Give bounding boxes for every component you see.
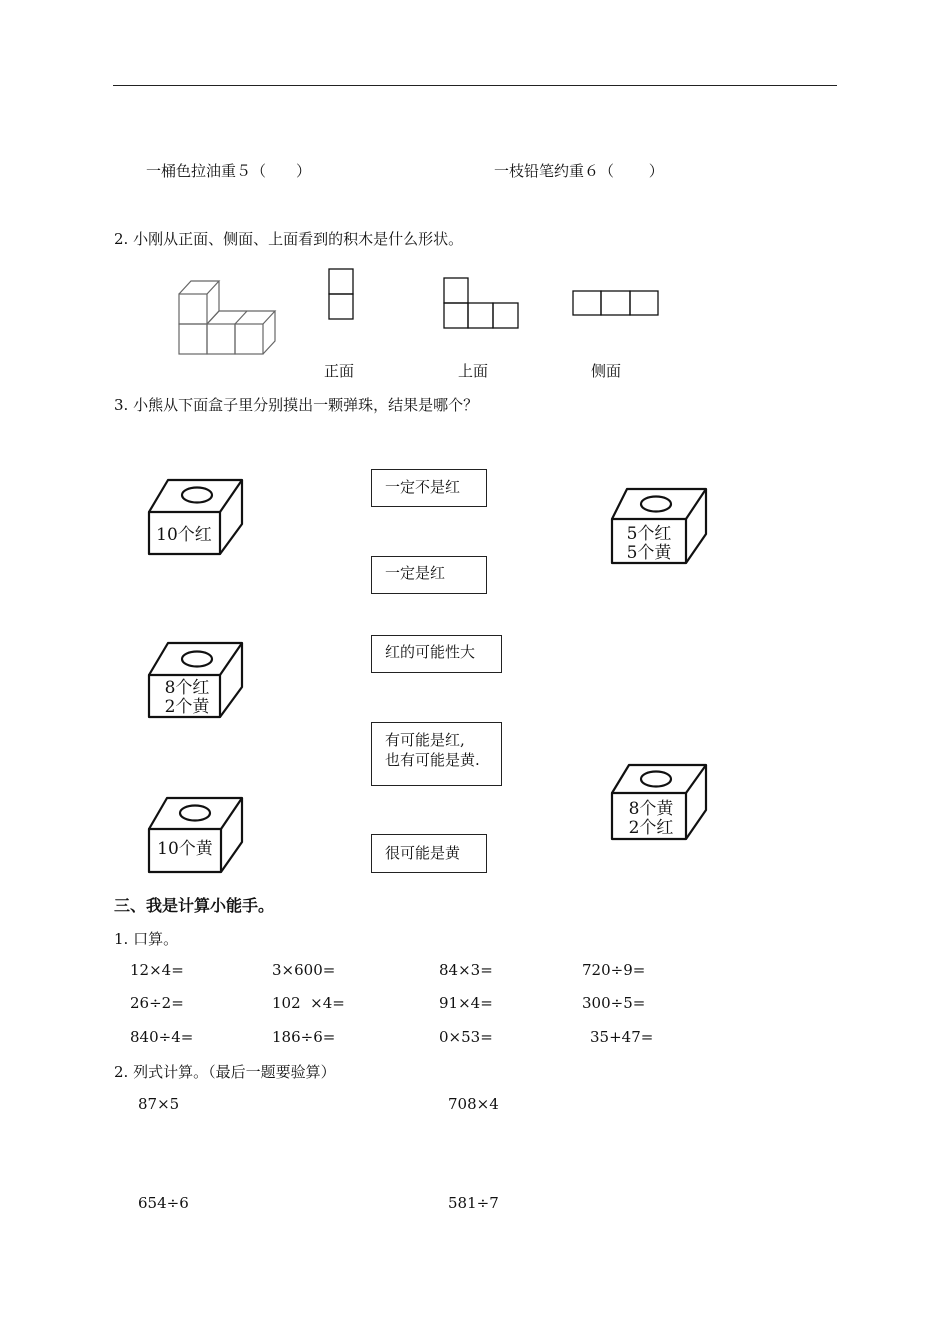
mental-math-r2c2: 102 ×4=: [272, 994, 345, 1012]
mental-math-r3c1: 840÷4=: [130, 1028, 194, 1046]
mental-math-r1c4: 720÷9=: [582, 961, 646, 979]
mental-math-r3c4: 35+47=: [590, 1028, 654, 1046]
answer-option-3-line1: 红的可能性大: [385, 643, 476, 661]
written-calc-2: 708×4: [448, 1095, 499, 1113]
marble-box-2: [147, 641, 245, 719]
mental-math-r2c1: 26÷2=: [130, 994, 184, 1012]
mental-math-r2c3: 91×4=: [439, 994, 493, 1012]
marble-box-2-line2: 2个黄: [164, 697, 210, 717]
written-calc-1: 87×5: [138, 1095, 180, 1113]
top-view-figure: [443, 277, 520, 329]
label-top-view: 上面: [458, 362, 489, 380]
units-item-pencil: 一枝铅笔约重６（ ）: [494, 162, 664, 180]
marble-box-3-line1: 10个黄: [157, 839, 213, 859]
label-side-view: 侧面: [591, 362, 622, 380]
written-calc-3: 654÷6: [138, 1194, 189, 1212]
marble-box-1: [147, 478, 245, 556]
marble-box-5: [610, 763, 708, 841]
marble-box-4: [610, 487, 708, 565]
mental-math-label: 1. 口算。: [114, 930, 179, 948]
answer-option-1-line1: 一定不是红: [385, 478, 461, 496]
answer-option-4-line2: 也有可能是黄.: [385, 751, 480, 769]
block-structure-figure: [176, 278, 280, 356]
answer-option-3[interactable]: [371, 635, 502, 673]
mental-math-r3c3: 0×53=: [439, 1028, 493, 1046]
marble-box-5-line1: 8个黄: [628, 799, 674, 819]
mental-math-r2c4: 300÷5=: [582, 994, 646, 1012]
written-calc-label: 2. 列式计算。（最后一题要验算）: [114, 1063, 336, 1081]
answer-option-2-line1: 一定是红: [385, 564, 446, 582]
marble-box-5-line2: 2个红: [628, 818, 674, 838]
mental-math-r1c1: 12×4=: [130, 961, 184, 979]
answer-option-5-line1: 很可能是黄: [385, 844, 461, 862]
q3-prompt: 3. 小熊从下面盒子里分别摸出一颗弹珠，结果是哪个？: [114, 396, 479, 414]
marble-box-4-line1: 5个红: [626, 524, 672, 544]
answer-option-2[interactable]: [371, 556, 487, 594]
header-rule: [113, 85, 837, 86]
marble-box-1-line1: 10个红: [156, 525, 212, 545]
marble-box-3: [147, 796, 245, 874]
q2-prompt: 2. 小刚从正面、侧面、上面看到的积木是什么形状。: [114, 230, 464, 248]
units-item-oil: 一桶色拉油重５（ ）: [146, 162, 312, 180]
front-view-figure: [328, 268, 354, 320]
mental-math-r3c2: 186÷6=: [272, 1028, 336, 1046]
mental-math-r1c3: 84×3=: [439, 961, 493, 979]
marble-box-2-line1: 8个红: [164, 678, 210, 698]
side-view-figure: [572, 290, 660, 317]
answer-option-1[interactable]: [371, 469, 487, 507]
section-3-title: 三、我是计算小能手。: [114, 896, 275, 915]
marble-box-4-line2: 5个黄: [626, 543, 672, 563]
answer-option-4-line1: 有可能是红,: [385, 731, 465, 749]
answer-option-5[interactable]: [371, 834, 487, 873]
label-front-view: 正面: [324, 362, 355, 380]
answer-option-4[interactable]: [371, 722, 502, 786]
written-calc-4: 581÷7: [448, 1194, 499, 1212]
mental-math-r1c2: 3×600=: [272, 961, 336, 979]
